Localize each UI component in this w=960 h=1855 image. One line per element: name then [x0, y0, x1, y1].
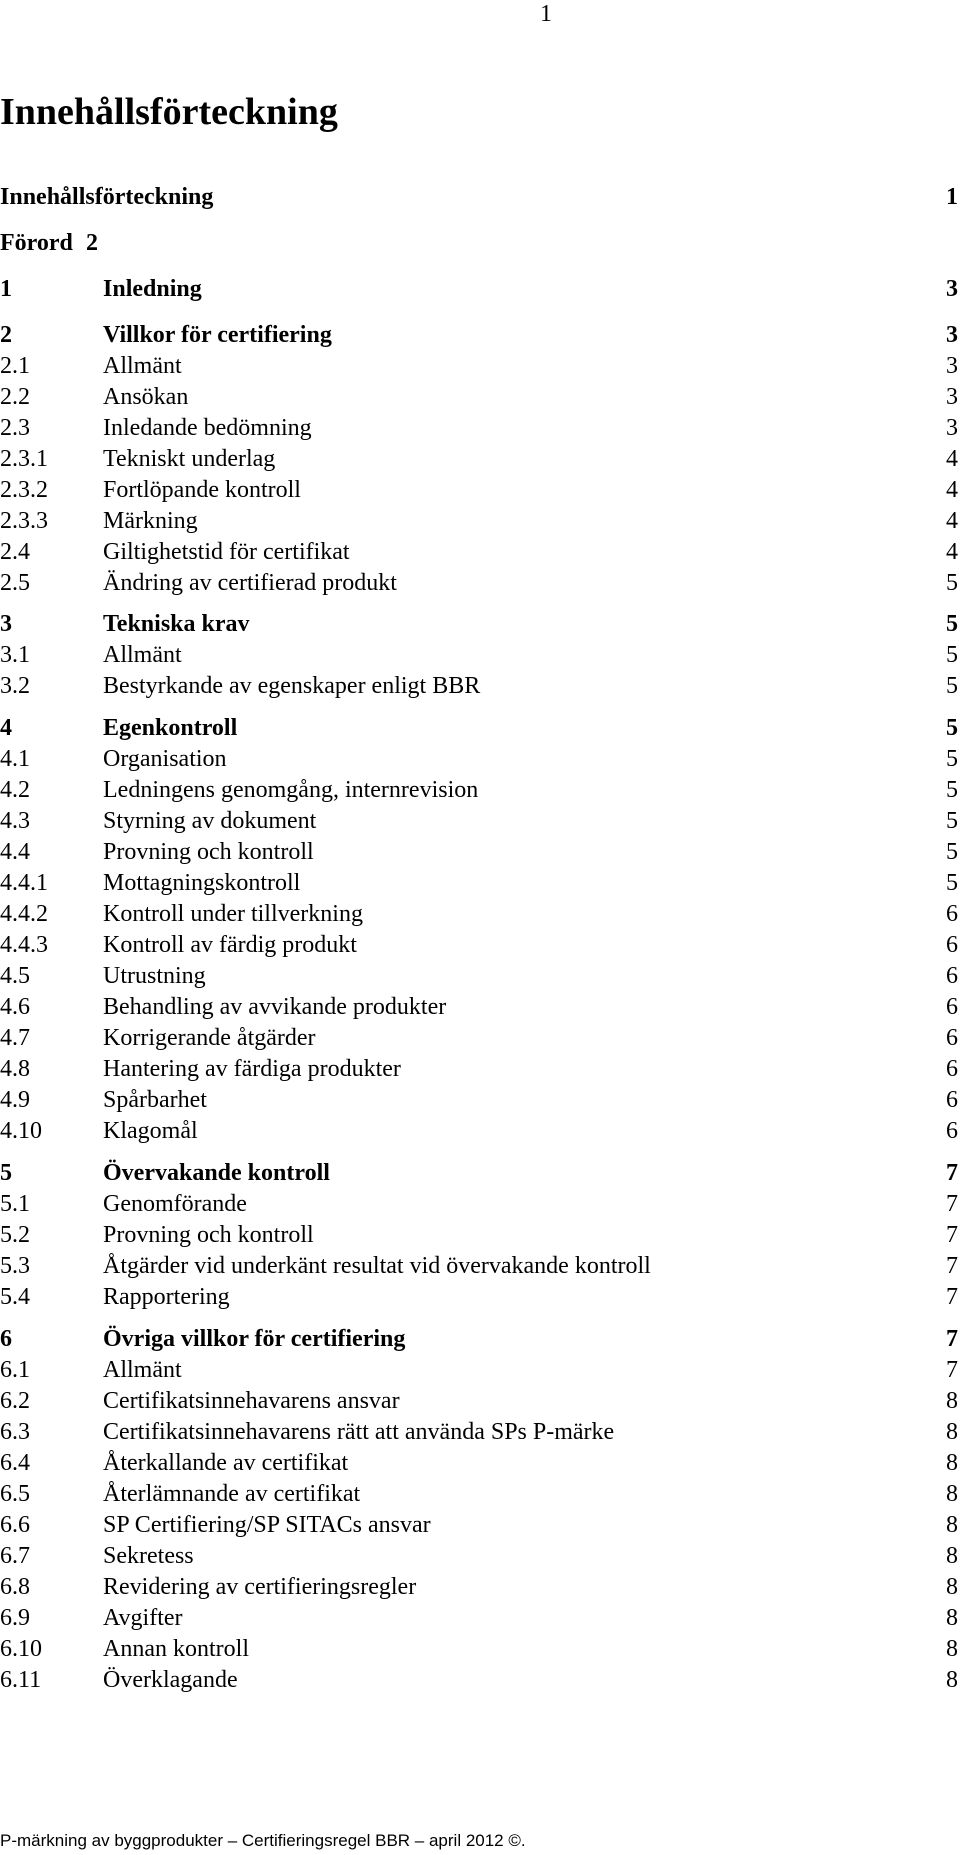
toc-entry-number: 6.9 — [0, 1605, 30, 1631]
toc-entry[interactable] — [0, 1355, 960, 1385]
toc-entry-number: 4 — [0, 715, 12, 741]
toc-entry-title: Spårbarhet — [103, 1087, 207, 1113]
toc-entry-number: 4.1 — [0, 746, 30, 772]
toc-entry[interactable] — [0, 1479, 960, 1509]
toc-entry-number: 4.7 — [0, 1025, 30, 1051]
toc-entry-number: 2.3.2 — [0, 477, 48, 503]
toc-entry-title: Sekretess — [103, 1543, 194, 1569]
toc-entry-page: 8 — [946, 1543, 958, 1569]
toc-entry-page: 5 — [946, 808, 958, 834]
toc-entry[interactable] — [0, 1189, 960, 1219]
toc-entry-page: 6 — [946, 1056, 958, 1082]
toc-entry-number: 6.6 — [0, 1512, 30, 1538]
toc-entry-number: 3 — [0, 611, 12, 637]
toc-entry[interactable] — [0, 837, 960, 867]
toc-entry-number: 6.7 — [0, 1543, 30, 1569]
toc-entry-number: 6.8 — [0, 1574, 30, 1600]
toc-entry-page: 3 — [946, 353, 958, 379]
toc-entry-title: Giltighetstid för certifikat — [103, 539, 350, 565]
toc-entry-title: Inledande bedömning — [103, 415, 312, 441]
toc-entry[interactable] — [0, 1417, 960, 1447]
toc-entry[interactable] — [0, 713, 960, 743]
toc-entry-page: 5 — [946, 611, 958, 637]
toc-entry-title: Certifikatsinnehavarens rätt att använda SPs P-märke — [103, 1419, 615, 1445]
toc-entry-page: 5 — [946, 839, 958, 865]
toc-entry-title: Övriga villkor för certifiering — [103, 1326, 406, 1352]
toc-entry-number: 3.2 — [0, 673, 30, 699]
toc-entry-title: Fortlöpande kontroll — [103, 477, 301, 503]
toc-entry-title: Organisation — [103, 746, 227, 772]
toc-entry-number: 2.3.3 — [0, 508, 48, 534]
toc-entry-page: 8 — [946, 1574, 958, 1600]
toc-entry-number: 4.4.2 — [0, 901, 48, 927]
toc-entry-title: Allmänt — [103, 1357, 182, 1383]
toc-entry-page: 5 — [946, 777, 958, 803]
toc-entry-page: 7 — [946, 1326, 958, 1352]
toc-entry-number: 4.8 — [0, 1056, 30, 1082]
toc-entry-title: Tekniskt underlag — [103, 446, 276, 472]
toc-entry[interactable] — [0, 182, 960, 212]
toc-entry[interactable] — [0, 320, 960, 350]
toc-entry-number: 4.10 — [0, 1118, 42, 1144]
toc-entry-number: 6.11 — [0, 1667, 42, 1693]
toc-entry-title: Överklagande — [103, 1667, 238, 1693]
toc-entry[interactable] — [0, 1510, 960, 1540]
toc-entry-number: 6 — [0, 1326, 12, 1352]
toc-entry[interactable] — [0, 806, 960, 836]
toc-entry-number: 2.3.1 — [0, 446, 48, 472]
toc-entry-page: 2 — [86, 230, 98, 256]
toc-entry[interactable] — [0, 1541, 960, 1571]
toc-entry-page: 5 — [946, 715, 958, 741]
toc-entry-number: 5.4 — [0, 1284, 30, 1310]
toc-entry-title: Åtgärder vid underkänt resultat vid övervakande kontroll — [103, 1253, 651, 1279]
toc-entry[interactable] — [0, 568, 960, 598]
toc-entry-page: 6 — [946, 1087, 958, 1113]
toc-entry-number: 4.9 — [0, 1087, 30, 1113]
toc-entry-title: Rapportering — [103, 1284, 230, 1310]
toc-entry-page: 6 — [946, 901, 958, 927]
toc-entry[interactable] — [0, 1282, 960, 1312]
toc-entry-page: 6 — [946, 994, 958, 1020]
toc-entry[interactable] — [0, 506, 960, 536]
toc-entry[interactable] — [0, 444, 960, 474]
toc-entry[interactable] — [0, 1324, 960, 1354]
toc-entry-page: 4 — [946, 446, 958, 472]
toc-entry-title: Styrning av dokument — [103, 808, 317, 834]
toc-entry-page: 5 — [946, 673, 958, 699]
toc-entry-title: Korrigerande åtgärder — [103, 1025, 316, 1051]
toc-entry-title: Provning och kontroll — [103, 1222, 314, 1248]
toc-entry-page: 7 — [946, 1253, 958, 1279]
toc-entry-number: 4.4 — [0, 839, 30, 865]
toc-entry-title: Klagomål — [103, 1118, 198, 1144]
toc-entry-page: 3 — [946, 322, 958, 348]
toc-entry[interactable] — [0, 1603, 960, 1633]
toc-entry[interactable] — [0, 1386, 960, 1416]
toc-entry-number: 4.5 — [0, 963, 30, 989]
toc-entry-title: Behandling av avvikande produkter — [103, 994, 447, 1020]
toc-entry-label: Förord — [0, 230, 73, 256]
toc-entry-page: 5 — [946, 746, 958, 772]
toc-entry-title: Tekniska krav — [103, 611, 250, 637]
toc-entry[interactable] — [0, 1220, 960, 1250]
toc-entry-page: 4 — [946, 477, 958, 503]
toc-entry[interactable] — [0, 1116, 960, 1146]
toc-entry-page: 6 — [946, 1025, 958, 1051]
page-footer: P-märkning av byggprodukter – Certifieringsregel BBR – april 2012 ©. — [0, 1831, 526, 1850]
toc-entry-number: 2 — [0, 322, 12, 348]
toc-entry-number: 6.5 — [0, 1481, 30, 1507]
toc-entry-page: 7 — [946, 1284, 958, 1310]
toc-entry-title: Allmänt — [103, 642, 182, 668]
toc-entry[interactable] — [0, 228, 960, 258]
toc-entry-number: 6.1 — [0, 1357, 30, 1383]
toc-entry-title: Egenkontroll — [103, 715, 238, 741]
toc-entry-page: 4 — [946, 539, 958, 565]
toc-entry-title: Inledning — [103, 276, 202, 302]
toc-entry-page: 3 — [946, 415, 958, 441]
toc-entry[interactable] — [0, 1158, 960, 1188]
toc-entry[interactable] — [0, 274, 960, 304]
toc-entry-number: 2.2 — [0, 384, 30, 410]
toc-entry[interactable] — [0, 775, 960, 805]
toc-entry-page: 3 — [946, 384, 958, 410]
toc-entry[interactable] — [0, 413, 960, 443]
toc-entry-page: 6 — [946, 1118, 958, 1144]
toc-entry-page: 8 — [946, 1636, 958, 1662]
toc-entry-title: Kontroll av färdig produkt — [103, 932, 357, 958]
toc-entry-page: 6 — [946, 963, 958, 989]
toc-entry[interactable] — [0, 744, 960, 774]
toc-entry-page: 3 — [946, 276, 958, 302]
toc-entry-title: Återlämnande av certifikat — [103, 1481, 361, 1507]
toc-entry-title: Innehållsförteckning — [0, 184, 214, 210]
toc-entry[interactable] — [0, 640, 960, 670]
toc-entry-title: Genomförande — [103, 1191, 247, 1217]
toc-entry[interactable] — [0, 475, 960, 505]
toc-entry-page: 5 — [946, 870, 958, 896]
toc-entry-title: Kontroll under tillverkning — [103, 901, 363, 927]
toc-entry-title: Annan kontroll — [103, 1636, 249, 1662]
toc-entry-number: 2.3 — [0, 415, 30, 441]
toc-entry[interactable] — [0, 1448, 960, 1478]
toc-entry-number: 6.3 — [0, 1419, 30, 1445]
toc-entry-title: Återkallande av certifikat — [103, 1450, 349, 1476]
toc-entry-page: 8 — [946, 1419, 958, 1445]
toc-entry[interactable] — [0, 351, 960, 381]
toc-entry-number: 3.1 — [0, 642, 30, 668]
toc-entry-page: 1 — [946, 184, 958, 210]
toc-entry-title: Hantering av färdiga produkter — [103, 1056, 401, 1082]
toc-entry-page: 8 — [946, 1450, 958, 1476]
toc-entry-number: 4.3 — [0, 808, 30, 834]
toc-entry-title: Märkning — [103, 508, 198, 534]
toc-entry-page: 5 — [946, 570, 958, 596]
toc-entry-page: 6 — [946, 932, 958, 958]
toc-entry-number: 4.2 — [0, 777, 30, 803]
toc-entry-page: 4 — [946, 508, 958, 534]
toc-entry[interactable] — [0, 609, 960, 639]
toc-entry-number: 6.2 — [0, 1388, 30, 1414]
toc-entry[interactable] — [0, 961, 960, 991]
toc-entry[interactable] — [0, 1665, 960, 1695]
toc-entry-title: Utrustning — [103, 963, 206, 989]
toc-entry-page: 8 — [946, 1512, 958, 1538]
toc-entry-number: 1 — [0, 276, 12, 302]
toc-entry[interactable] — [0, 1634, 960, 1664]
toc-entry-title: Villkor för certifiering — [103, 322, 332, 348]
toc-entry[interactable] — [0, 1572, 960, 1602]
toc-entry-title: Ledningens genomgång, internrevision — [103, 777, 479, 803]
toc-entry-title: Allmänt — [103, 353, 182, 379]
toc-entry-number: 2.5 — [0, 570, 30, 596]
toc-entry-page: 8 — [946, 1667, 958, 1693]
toc-entry-title: Revidering av certifieringsregler — [103, 1574, 417, 1600]
toc-entry-page: 8 — [946, 1481, 958, 1507]
toc-entry[interactable] — [0, 930, 960, 960]
toc-entry-title: SP Certifiering/SP SITACs ansvar — [103, 1512, 431, 1538]
toc-entry-page: 8 — [946, 1605, 958, 1631]
toc-entry[interactable] — [0, 537, 960, 567]
toc-entry-page: 7 — [946, 1222, 958, 1248]
toc-entry[interactable] — [0, 1085, 960, 1115]
toc-entry[interactable] — [0, 1251, 960, 1281]
toc-entry-number: 5.3 — [0, 1253, 30, 1279]
toc-entry-title: Avgifter — [103, 1605, 183, 1631]
toc-entry[interactable] — [0, 382, 960, 412]
toc-entry-page: 7 — [946, 1160, 958, 1186]
toc-entry-number: 4.6 — [0, 994, 30, 1020]
toc-entry-title: Provning och kontroll — [103, 839, 314, 865]
page-number: 1 — [540, 1, 552, 27]
toc-entry[interactable] — [0, 1023, 960, 1053]
toc-entry-number: 6.4 — [0, 1450, 30, 1476]
toc-entry[interactable] — [0, 671, 960, 701]
toc-entry-page: 8 — [946, 1388, 958, 1414]
toc-entry[interactable] — [0, 992, 960, 1022]
toc-entry-number: 4.4.1 — [0, 870, 48, 896]
toc-entry-title: Certifikatsinnehavarens ansvar — [103, 1388, 400, 1414]
toc-entry-number: 2.1 — [0, 353, 30, 379]
toc-entry-title: Mottagningskontroll — [103, 870, 301, 896]
toc-entry-number: 4.4.3 — [0, 932, 48, 958]
document-title: Innehållsförteckning — [0, 91, 338, 133]
toc-entry-number: 5 — [0, 1160, 12, 1186]
toc-entry[interactable] — [0, 1054, 960, 1084]
toc-entry-title: Bestyrkande av egenskaper enligt BBR — [103, 673, 481, 699]
toc-entry-page: 7 — [946, 1357, 958, 1383]
toc-entry-title: Övervakande kontroll — [103, 1160, 330, 1186]
toc-entry-title: Ändring av certifierad produkt — [103, 570, 397, 596]
toc-entry-number: 2.4 — [0, 539, 30, 565]
toc-entry-page: 5 — [946, 642, 958, 668]
toc-entry-page: 7 — [946, 1191, 958, 1217]
toc-entry-number: 6.10 — [0, 1636, 42, 1662]
toc-entry-number: 5.1 — [0, 1191, 30, 1217]
toc-entry[interactable] — [0, 899, 960, 929]
toc-entry-title: Ansökan — [103, 384, 189, 410]
toc-entry-number: 5.2 — [0, 1222, 30, 1248]
toc-entry[interactable] — [0, 868, 960, 898]
